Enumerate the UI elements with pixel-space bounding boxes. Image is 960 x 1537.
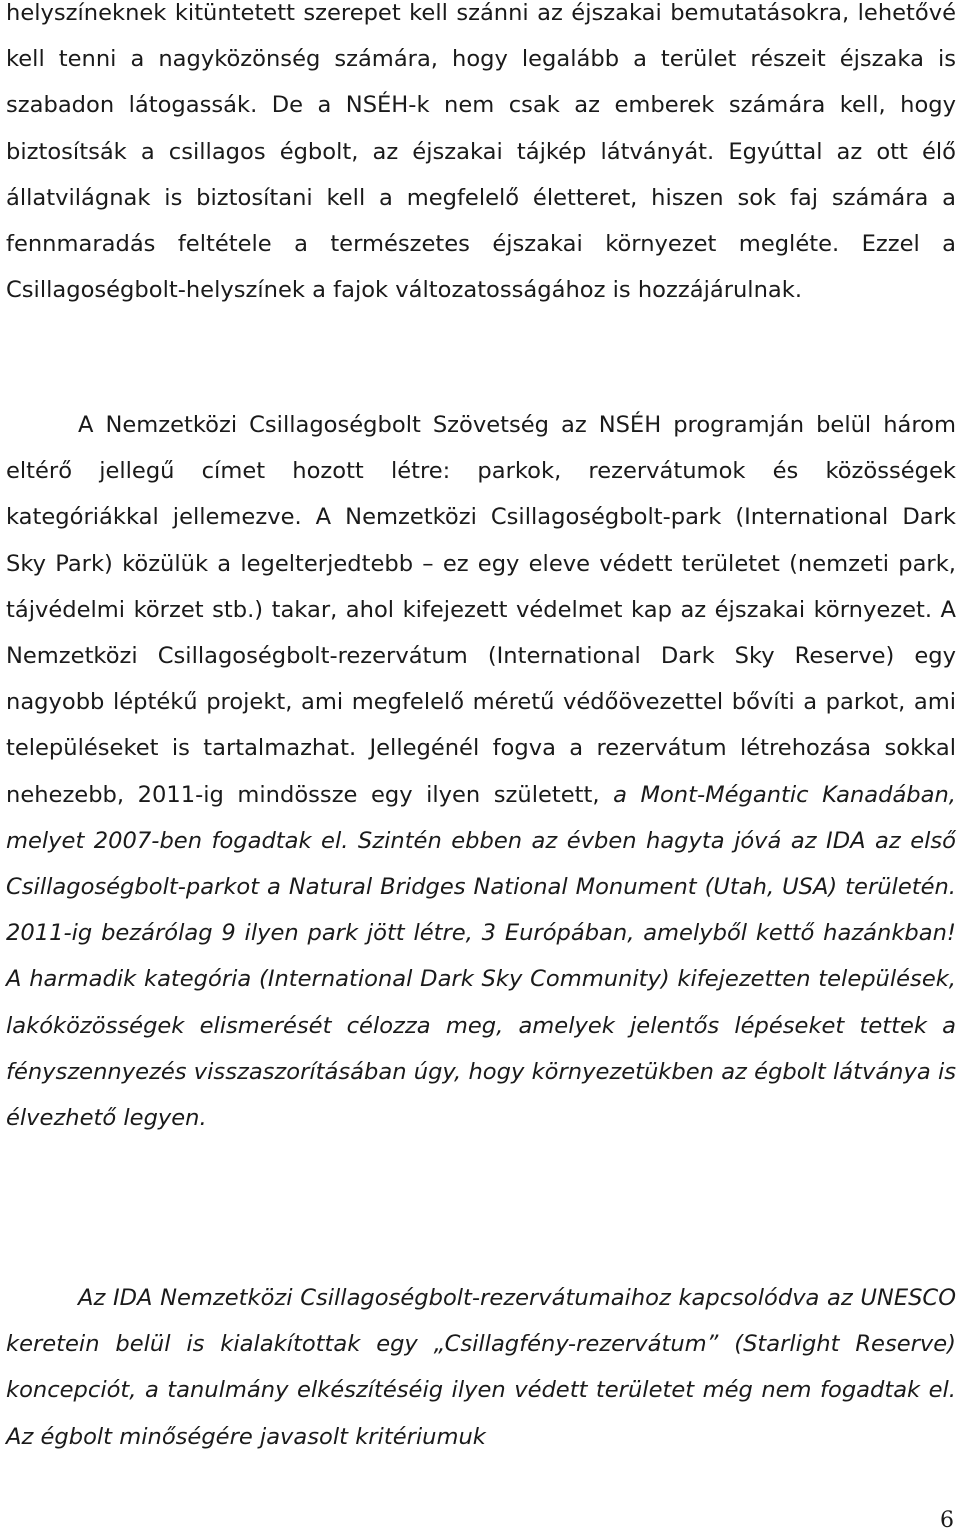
paragraph-2-regular-text: A Nemzetközi Csillagoségbolt Szövetség az NSÉH programján belül három eltérő jellegű címet hozott létre: parkok, rezervátumok és közösségek kategóriákkal jellemezve. A Nemzetközi Csillagoségbolt-park (International Dark Sky Park) közülük a legelterjedtebb – ez egy eleve védett területet (nemzeti park, tájvédelmi körzet stb.) takar, ahol kifejezett védelmet kap az éjszakai környezet. A Nemzetközi Csillagoségbolt-rezervátum (International Dark Sky Reserve) egy nagyobb léptékű projekt, ami megfelelő méretű védőövezettel bővíti a parkot, ami településeket is tartalmazhat. Jellegénél fogva a rezervátum létrehozása sokkal nehezebb, 2011-ig mindössze egy ilyen született, bbox=[6, 412, 956, 808]
paragraph-2-italic-text: a Mont-Mégantic Kanadában, melyet 2007-ben fogadtak el. Szintén ebben az évben hagyta jóvá az IDA az első Csillagoségbolt-parkot a Natural Bridges National Monument (Utah, USA) területén. 2011-ig bezárólag 9 ilyen park jött létre, 3 Európában, amelyből kettő hazánkban! A harmadik kategória (International Dark Sky Community) kifejezetten települések, lakóközösségek elismerését célozza meg, amelyek jelentős lépéseket tettek a fényszennyezés visszaszorításában úgy, hogy környezetükben az égbolt látványa is élvezhető legyen. bbox=[6, 781, 956, 1132]
page-number: 6 bbox=[940, 1508, 954, 1533]
body-paragraph-1: helyszíneknek kitüntetett szerepet kell szánni az éjszakai bemutatásokra, lehetővé kell tenni a nagyközönség számára, hogy legalább a terület részeit éjszaka is szabadon látogassák. De a NSÉH-k nem csak az emberek számára kell, hogy biztosítsák a csillagos égbolt, az éjszakai tájkép látványát. Egyúttal az ott élő állatvilágnak is biztosítani kell a megfelelő életteret, hiszen sok faj számára a fennmaradás feltétele a természetes éjszakai környezet megléte. Ezzel a Csillagoségbolt-helyszínek a fajok változatosságához is hozzájárulnak. bbox=[6, 0, 956, 304]
body-paragraph-3: Az IDA Nemzetközi Csillagoségbolt-rezervátumaihoz kapcsolódva az UNESCO keretein belül is kialakítottak egy „Csillagfény-rezervátum” (Starlight Reserve) koncepciót, a tanulmány elkészítéséig ilyen védett területet még nem fogadtak el. Az égbolt minőségére javasolt kritériumuk bbox=[6, 1285, 956, 1450]
body-paragraph-2 bbox=[6, 402, 956, 1141]
